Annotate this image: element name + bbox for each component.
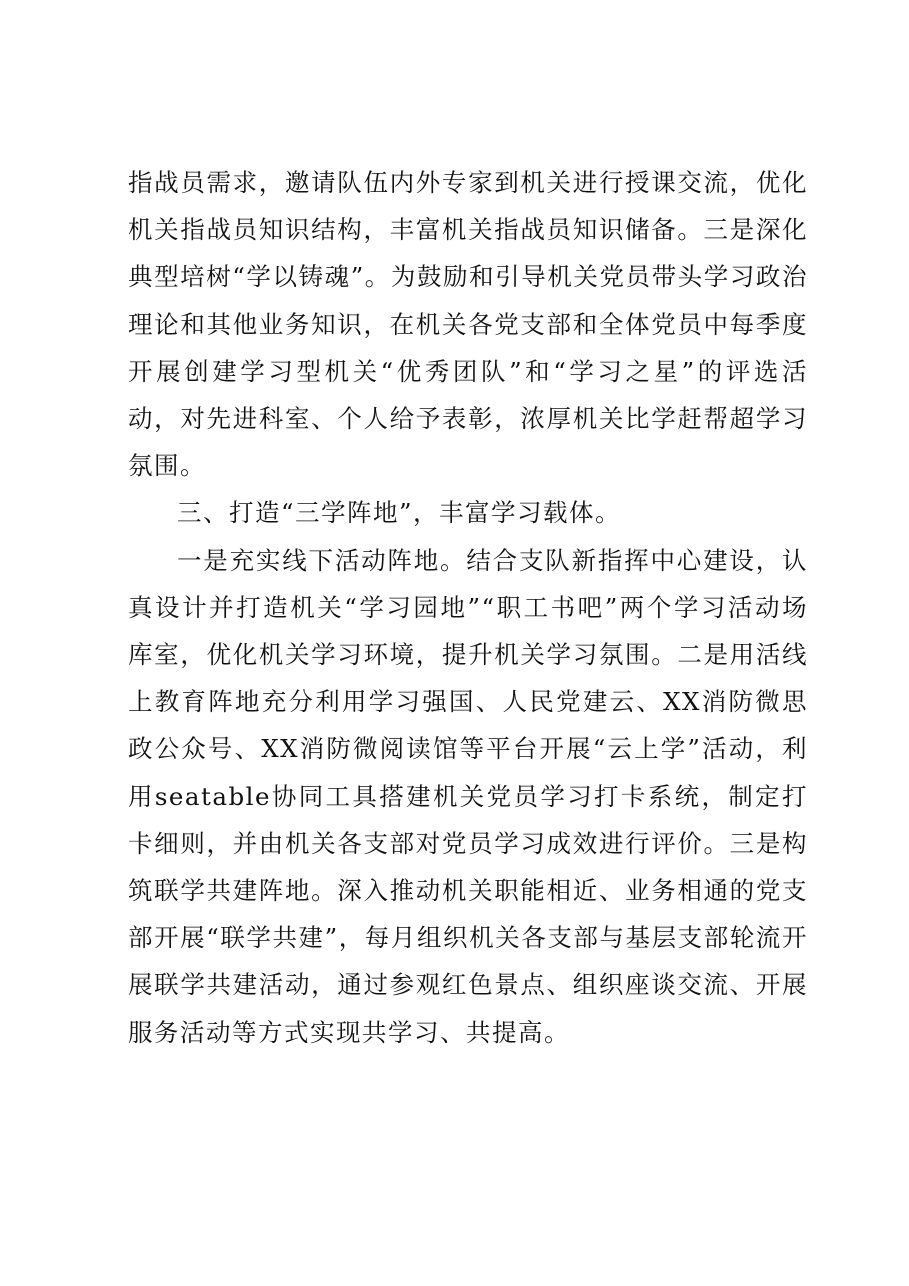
body-paragraph-continued: 指战员需求，邀请队伍内外专家到机关进行授课交流，优化机关指战员知识结构，丰富机关指战员知识储备。三是深化典型培树“学以铸魂”。为鼓励和引导机关党员带头学习政治理论和其他业务知识，在机关各党支部和全体党员中每季度开展创建学习型机关“优秀团队”和“学习之星”的评选活动，对先进科室、个人给予表彰，浓厚机关比学赶帮超学习氛围。 bbox=[128, 168, 808, 481]
document-body bbox=[128, 159, 808, 1056]
body-paragraph-section-3: 一是充实线下活动阵地。结合支队新指挥中心建设，认真设计并打造机关“学习园地”“职工书吧”两个学习活动场库室，优化机关学习环境，提升机关学习氛围。二是用活线上教育阵地充分利用学习强国、人民党建云、XX消防微思政公众号、XX消防微阅读馆等平台开展“云上学”活动，利用seatable协同工具搭建机关党员学习打卡系统，制定打卡细则，并由机关各支部对党员学习成效进行评价。三是构筑联学共建阵地。深入推动机关职能相近、业务相通的党支部开展“联学共建”，每月组织机关各支部与基层支部轮流开展联学共建活动，通过参观红色景点、组织座谈交流、开展服务活动等方式实现共学习、共提高。 bbox=[128, 545, 808, 1047]
section-heading-3: 三、打造“三学阵地”，丰富学习载体。 bbox=[177, 498, 622, 528]
